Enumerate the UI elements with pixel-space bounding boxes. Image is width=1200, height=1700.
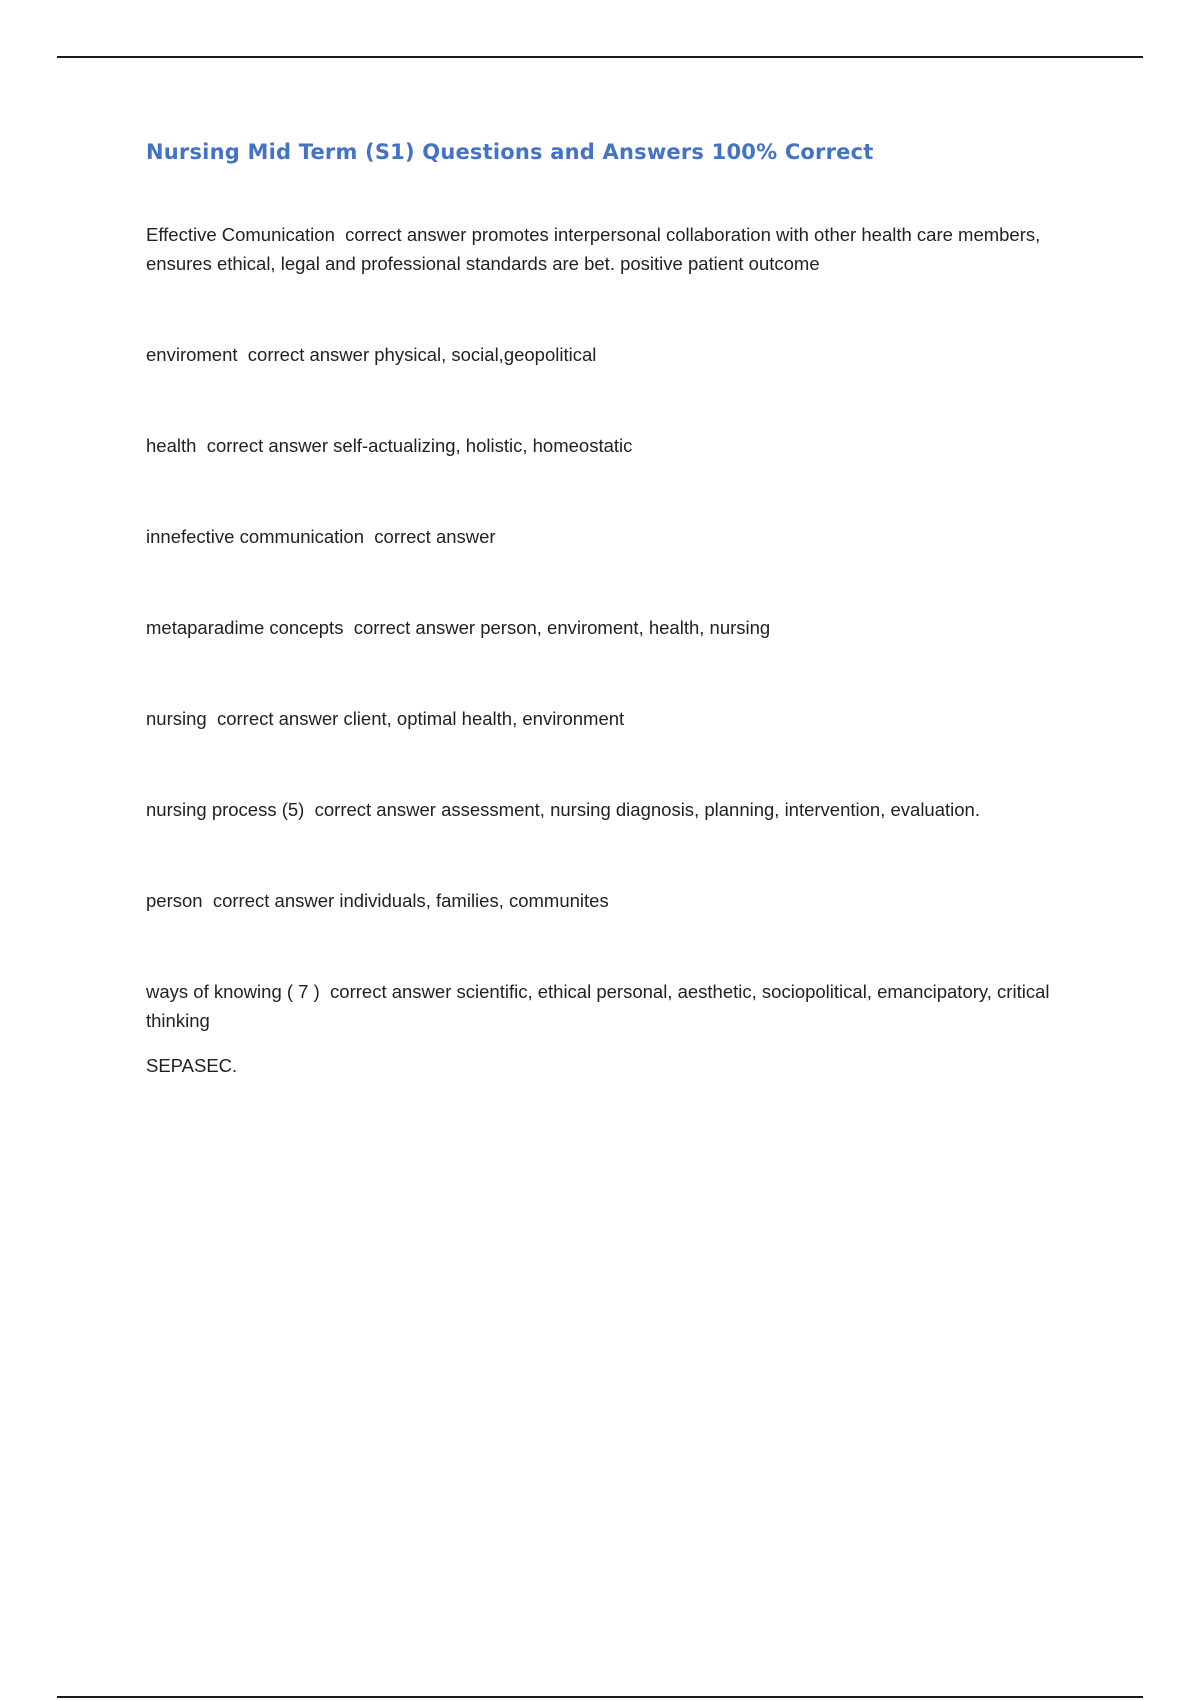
- qa-term: person: [146, 890, 203, 911]
- qa-entry: [146, 340, 1096, 369]
- qa-entry: [146, 431, 1096, 460]
- qa-term: Effective Comunication: [146, 224, 335, 245]
- qa-term: nursing process (5): [146, 799, 305, 820]
- qa-answer: scientific, ethical personal, aesthetic, sociopolitical, emancipatory, critical thinking: [146, 981, 1050, 1031]
- qa-entry: [146, 977, 1096, 1035]
- qa-marker: correct answer: [247, 344, 370, 365]
- qa-marker: correct answer: [206, 435, 329, 456]
- qa-marker: correct answer: [314, 799, 436, 820]
- qa-marker: correct answer: [216, 708, 339, 729]
- bottom-rule: [57, 1696, 1143, 1698]
- qa-term: health: [146, 435, 197, 456]
- top-rule: [57, 56, 1143, 58]
- qa-entry: [146, 220, 1096, 278]
- qa-marker: correct answer: [212, 890, 335, 911]
- qa-entry: [146, 795, 1096, 824]
- qa-term: innefective communication: [146, 526, 364, 547]
- document-body: [146, 140, 1096, 1080]
- qa-marker: correct answer: [345, 224, 467, 245]
- qa-entry: [146, 704, 1096, 733]
- qa-term: enviroment: [146, 344, 238, 365]
- qa-marker: correct answer: [353, 617, 476, 638]
- qa-marker: correct answer: [374, 526, 496, 547]
- qa-answer: physical, social,geopolitical: [374, 344, 597, 365]
- qa-answer: self-actualizing, holistic, homeostatic: [333, 435, 633, 456]
- qa-entry: [146, 522, 1096, 551]
- qa-entry: [146, 613, 1096, 642]
- qa-answer: assessment, nursing diagnosis, planning, intervention, evaluation.: [441, 799, 980, 820]
- qa-answer: individuals, families, communites: [339, 890, 609, 911]
- qa-term: ways of knowing ( 7 ): [146, 981, 320, 1002]
- document-title: Nursing Mid Term (S1) Questions and Answers 100% Correct: [146, 140, 874, 164]
- qa-answer: person, enviroment, health, nursing: [480, 617, 771, 638]
- qa-term: nursing: [146, 708, 207, 729]
- qa-answer: promotes interpersonal collaboration with other health care members, ensures ethical, legal and professional standards are bet. positive patient outcome: [146, 224, 1041, 274]
- qa-entry: [146, 886, 1096, 915]
- qa-marker: correct answer: [330, 981, 452, 1002]
- qa-term: metaparadime concepts: [146, 617, 344, 638]
- qa-answer: client, optimal health, environment: [343, 708, 625, 729]
- document-trailer: SEPASEC.: [146, 1055, 238, 1076]
